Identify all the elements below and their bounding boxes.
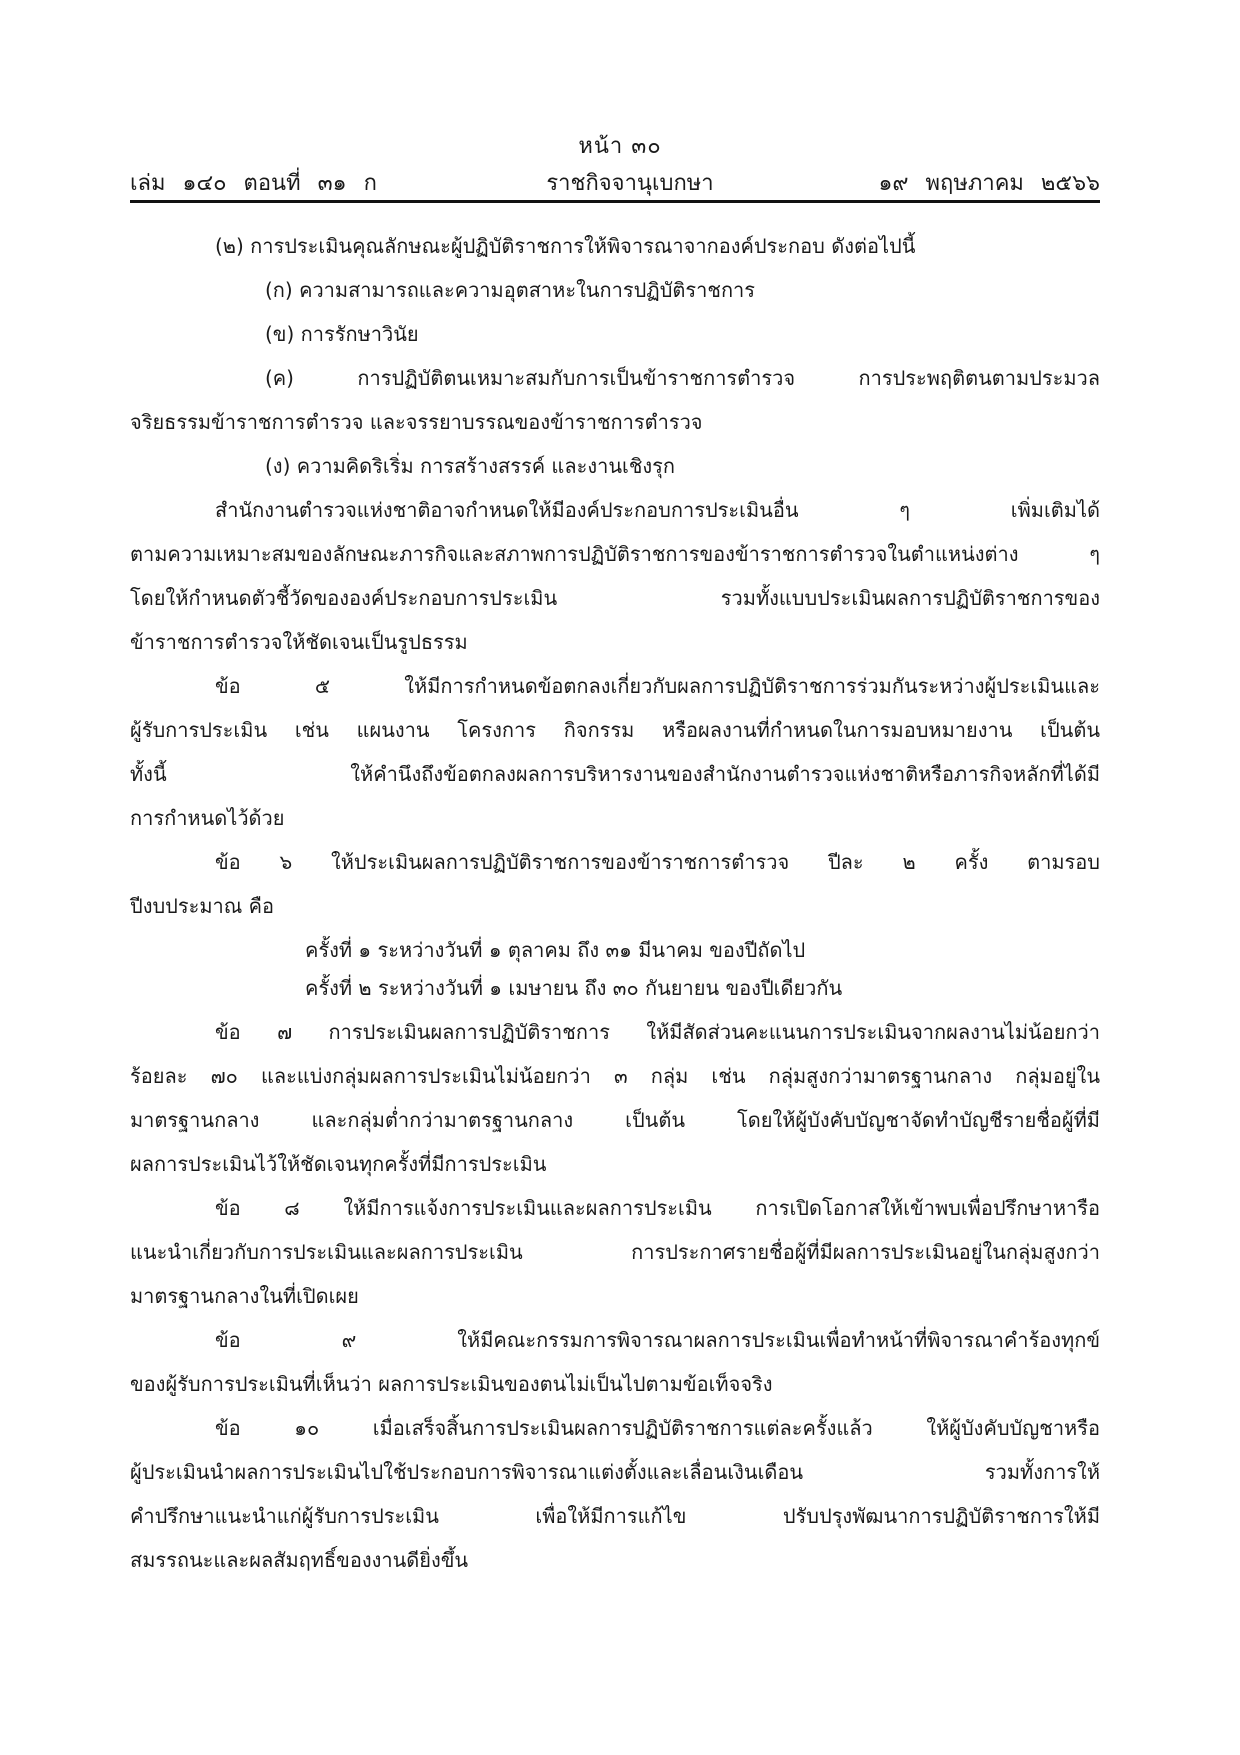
volume-issue: เล่ม ๑๔๐ ตอนที่ ๓๑ ก xyxy=(130,171,377,196)
round-1: ครั้งที่ ๑ ระหว่างวันที่ ๑ ตุลาคม ถึง ๓๑ มีนาคม ของปีถัดไป xyxy=(305,938,806,962)
sub-item-ngo: (ง) ความคิดริเริ่ม การสร้างสรรค์ และงานเชิงรุก xyxy=(265,454,676,478)
paragraph-line: สมรรถนะและผลสัมฤทธิ์ของงานดียิ่งขึ้น xyxy=(130,1548,469,1572)
paragraph-line: คำปรึกษาแนะนำแก่ผู้รับการประเมิน เพื่อให้มีการแก้ไข ปรับปรุงพัฒนาการปฏิบัติราชการให้มี xyxy=(130,1504,1100,1528)
clause-10: ข้อ ๑๐ เมื่อเสร็จสิ้นการประเมินผลการปฏิบัติราชการแต่ละครั้งแล้ว ให้ผู้บังคับบัญชาหรือ xyxy=(215,1416,1100,1440)
header-divider xyxy=(130,200,1100,203)
clause-6: ข้อ ๖ ให้ประเมินผลการปฏิบัติราชการของข้าราชการตำรวจ ปีละ ๒ ครั้ง ตามรอบ xyxy=(215,850,1100,874)
publication-date: ๑๙ พฤษภาคม ๒๕๖๖ xyxy=(878,171,1100,196)
clause-8: ข้อ ๘ ให้มีการแจ้งการประเมินและผลการประเมิน การเปิดโอกาสให้เข้าพบเพื่อปรึกษาหารือ xyxy=(215,1196,1100,1220)
sub-item-ka: (ก) ความสามารถและความอุตสาหะในการปฏิบัติราชการ xyxy=(265,278,756,302)
paragraph-line: มาตรฐานกลางในที่เปิดเผย xyxy=(130,1284,359,1308)
clause-7: ข้อ ๗ การประเมินผลการปฏิบัติราชการ ให้มีสัดส่วนคะแนนการประเมินจากผลงานไม่น้อยกว่า xyxy=(215,1020,1100,1044)
paragraph-line: โดยให้กำหนดตัวชี้วัดขององค์ประกอบการประเมิน รวมทั้งแบบประเมินผลการปฏิบัติราชการของ xyxy=(130,586,1100,610)
paragraph-line: ทั้งนี้ ให้คำนึงถึงข้อตกลงผลการบริหารงานของสำนักงานตำรวจแห่งชาติหรือภารกิจหลักที่ได้มี xyxy=(130,762,1100,786)
sub-item-kho-khwai: (ค) การปฏิบัติตนเหมาะสมกับการเป็นข้าราชการตำรวจ การประพฤติตนตามประมวล xyxy=(265,366,1100,390)
paragraph-line: แนะนำเกี่ยวกับการประเมินและผลการประเมิน การประกาศรายชื่อผู้ที่มีผลการประเมินอยู่ในกลุ่มสูงกว่า xyxy=(130,1240,1100,1264)
paragraph-line: ผลการประเมินไว้ให้ชัดเจนทุกครั้งที่มีการประเมิน xyxy=(130,1152,547,1176)
paragraph-line: สำนักงานตำรวจแห่งชาติอาจกำหนดให้มีองค์ประกอบการประเมินอื่น ๆ เพิ่มเติมได้ xyxy=(215,498,1100,522)
round-2: ครั้งที่ ๒ ระหว่างวันที่ ๑ เมษายน ถึง ๓๐ กันยายน ของปีเดียวกัน xyxy=(305,976,843,1000)
paragraph-line: การกำหนดไว้ด้วย xyxy=(130,806,285,830)
paragraph-line: ผู้ประเมินนำผลการประเมินไปใช้ประกอบการพิจารณาแต่งตั้งและเลื่อนเงินเดือน รวมทั้งการให้ xyxy=(130,1460,1100,1484)
paragraph-line: จริยธรรมข้าราชการตำรวจ และจรรยาบรรณของข้าราชการตำรวจ xyxy=(130,410,703,434)
sub-item-kho: (ข) การรักษาวินัย xyxy=(265,322,419,346)
paragraph-line: มาตรฐานกลาง และกลุ่มต่ำกว่ามาตรฐานกลาง เป็นต้น โดยให้ผู้บังคับบัญชาจัดทำบัญชีรายชื่อผู้ที่มี xyxy=(130,1108,1100,1132)
clause-2-heading: (๒) การประเมินคุณลักษณะผู้ปฏิบัติราชการให้พิจารณาจากองค์ประกอบ ดังต่อไปนี้ xyxy=(215,234,916,258)
paragraph-line: ปีงบประมาณ คือ xyxy=(130,894,275,918)
publication-title: ราชกิจจานุเบกษา xyxy=(546,171,714,196)
paragraph-line: ผู้รับการประเมิน เช่น แผนงาน โครงการ กิจกรรม หรือผลงานที่กำหนดในการมอบหมายงาน เป็นต้น xyxy=(130,718,1100,742)
clause-5: ข้อ ๕ ให้มีการกำหนดข้อตกลงเกี่ยวกับผลการปฏิบัติราชการร่วมกันระหว่างผู้ประเมินและ xyxy=(215,674,1100,698)
page-number: หน้า ๓๐ xyxy=(578,134,662,159)
paragraph-line: ข้าราชการตำรวจให้ชัดเจนเป็นรูปธรรม xyxy=(130,630,468,654)
running-header xyxy=(130,165,1100,199)
paragraph-line: ตามความเหมาะสมของลักษณะภารกิจและสภาพการปฏิบัติราชการของข้าราชการตำรวจในตำแหน่งต่าง ๆ xyxy=(130,542,1100,566)
clause-9: ข้อ ๙ ให้มีคณะกรรมการพิจารณาผลการประเมินเพื่อทำหน้าที่พิจารณาคำร้องทุกข์ xyxy=(215,1328,1100,1352)
paragraph-line: ร้อยละ ๗๐ และแบ่งกลุ่มผลการประเมินไม่น้อยกว่า ๓ กลุ่ม เช่น กลุ่มสูงกว่ามาตรฐานกลาง กลุ่มอยู่ใน xyxy=(130,1064,1100,1088)
paragraph-line: ของผู้รับการประเมินที่เห็นว่า ผลการประเมินของตนไม่เป็นไปตามข้อเท็จจริง xyxy=(130,1372,773,1396)
